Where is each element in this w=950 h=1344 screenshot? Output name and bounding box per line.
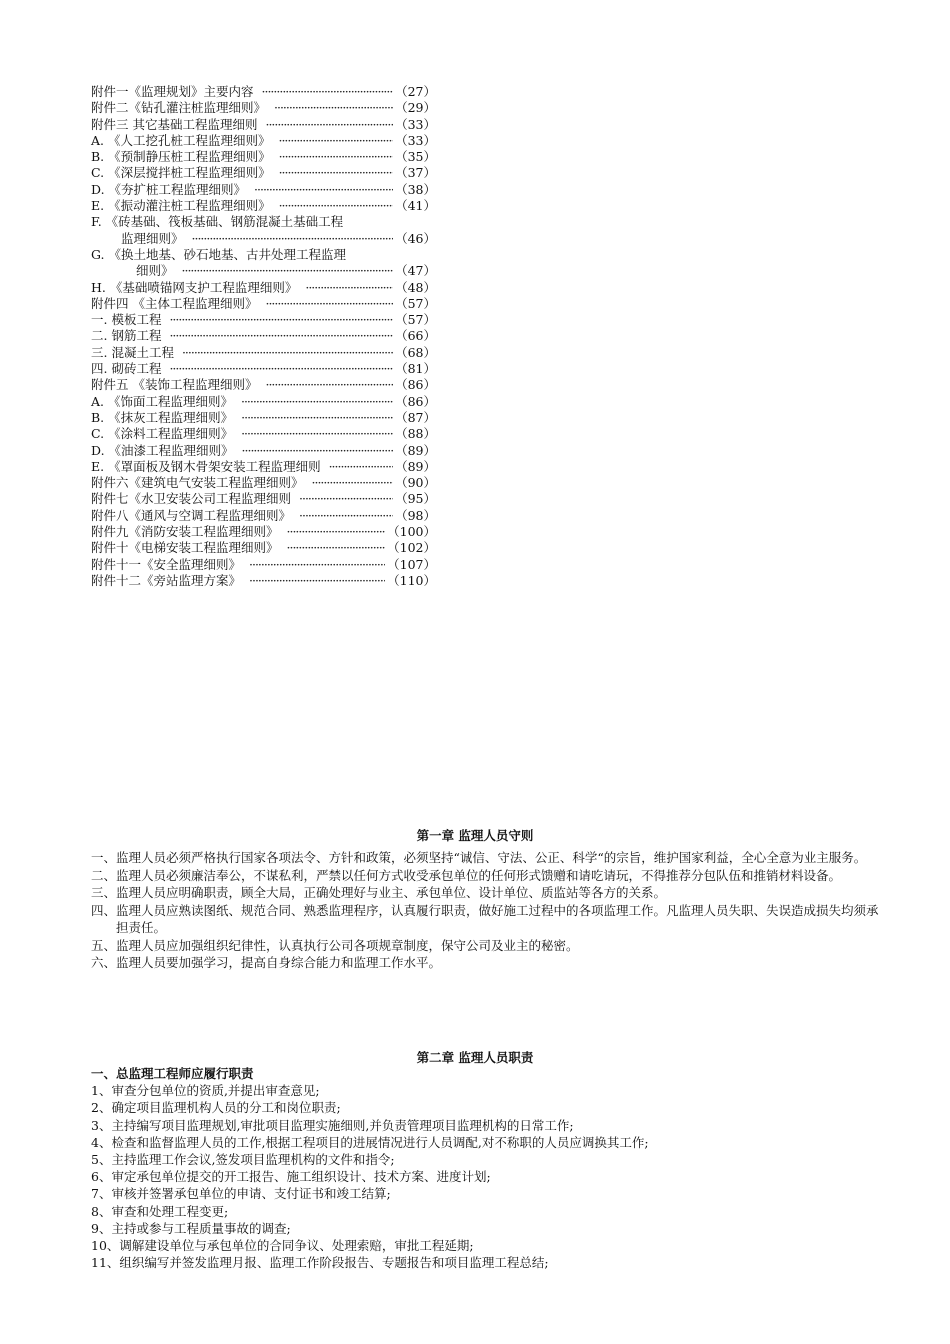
chapter-2-duties — [91, 1065, 881, 1271]
toc-entry-title: E. 《振动灌注桩工程监理细则》 — [91, 198, 271, 214]
toc-leader-dots — [279, 149, 393, 165]
toc-entry[interactable] — [91, 312, 436, 328]
toc-leader-dots — [279, 198, 394, 214]
toc-entry[interactable] — [91, 165, 436, 181]
toc-leader-dots — [265, 377, 393, 393]
toc-entry[interactable] — [91, 508, 436, 524]
rule-item: 二、监理人员必须廉洁奉公，不谋私利，严禁以任何方式收受承包单位的任何形式馈赠和请吃请玩，不得推荐分包队伍和推销材料设备。 — [91, 867, 842, 883]
toc-leader-dots — [241, 410, 393, 426]
toc-entry-title: 附件十一《安全监理细则》 — [91, 556, 242, 572]
toc-entry-continuation[interactable] — [91, 263, 436, 279]
toc-entry-page: （57） — [395, 312, 436, 328]
toc-entry-page: （47） — [395, 263, 436, 279]
toc-leader-dots — [169, 361, 393, 377]
duty-item: 6、审定承包单位提交的开工报告、施工组织设计、技术方案、进度计划; — [91, 1169, 491, 1185]
section-heading: 一、总监理工程师应履行职责 — [91, 1066, 254, 1081]
toc-leader-dots — [254, 182, 393, 198]
toc-entry-title: E. 《罩面板及钢木骨架安装工程监理细则 — [91, 458, 321, 474]
toc-leader-dots — [241, 426, 393, 442]
duty-item: 1、审查分包单位的资质,并提出审查意见; — [91, 1083, 320, 1099]
toc-entry-title: 附件四 《主体工程监理细则》 — [91, 295, 258, 311]
toc-entry-page: （107） — [387, 556, 436, 572]
toc-leader-dots — [241, 394, 393, 410]
toc-entry[interactable] — [91, 100, 436, 116]
toc-entry[interactable] — [91, 328, 436, 344]
toc-entry-title: A. 《人工挖孔桩工程监理细则》 — [91, 132, 271, 148]
toc-leader-dots — [192, 231, 394, 247]
toc-entry[interactable] — [91, 214, 436, 230]
toc-entry[interactable] — [91, 540, 436, 556]
toc-entry-page: （46） — [395, 230, 436, 246]
duty-item: 8、审查和处理工程变更; — [91, 1203, 229, 1219]
toc-entry[interactable] — [91, 345, 436, 361]
toc-entry[interactable] — [91, 361, 436, 377]
toc-entry-title: 细则》 — [136, 263, 174, 279]
toc-entry[interactable] — [91, 443, 436, 459]
toc-entry-page: （86） — [395, 393, 436, 409]
toc-entry[interactable] — [91, 296, 436, 312]
toc-leader-dots — [278, 133, 393, 149]
toc-entry-title: D. 《夯扩桩工程监理细则》 — [91, 181, 247, 197]
toc-entry-page: （81） — [395, 361, 436, 377]
toc-leader-dots — [329, 459, 394, 475]
toc-entry-title: 附件二《钻孔灌注桩监理细则》 — [91, 100, 267, 116]
toc-entry-page: （98） — [395, 507, 436, 523]
toc-entry-page: （100） — [387, 524, 436, 540]
toc-leader-dots — [169, 312, 393, 328]
toc-entry-title: C. 《深层搅拌桩工程监理细则》 — [91, 165, 271, 181]
toc-entry-page: （66） — [395, 328, 436, 344]
toc-entry[interactable] — [91, 475, 436, 491]
toc-entry-page: （41） — [395, 198, 436, 214]
toc-entry[interactable] — [91, 182, 436, 198]
toc-entry-page: （48） — [395, 279, 436, 295]
duty-item: 9、主持或参与工程质量事故的调查; — [91, 1220, 291, 1236]
toc-entry-title: B. 《抹灰工程监理细则》 — [91, 409, 234, 425]
toc-entry-title: 二. 钢筋工程 — [91, 328, 162, 344]
toc-entry-title: 四. 砌砖工程 — [91, 361, 162, 377]
toc-entry-page: （68） — [395, 344, 436, 360]
rule-item: 三、监理人员应明确职责，顾全大局，正确处理好与业主、承包单位、设计单位、质监站等各方的关系。 — [91, 885, 667, 900]
toc-entry-title: C. 《涂料工程监理细则》 — [91, 426, 234, 442]
toc-entry-page: （38） — [395, 181, 436, 197]
toc-entry-title: D. 《油漆工程监理细则》 — [91, 442, 234, 458]
rule-item: 一、监理人员必须严格执行国家各项法令、方针和政策，必须坚持“诚信、守法、公正、科学“的宗旨，维护国家利益，全心全意为业主服务。 — [91, 850, 867, 865]
rule-item: 六、监理人员要加强学习，提高自身综合能力和监理工作水平。 — [91, 955, 442, 970]
toc-leader-dots — [287, 540, 386, 556]
toc-entry[interactable] — [91, 491, 436, 507]
toc-entry[interactable] — [91, 573, 436, 589]
toc-entry[interactable] — [91, 149, 436, 165]
rule-item: 五、监理人员应加强组织纪律性，认真执行公司各项规章制度，保守公司及业主的秘密。 — [91, 937, 579, 953]
toc-entry-page: （90） — [395, 475, 436, 491]
toc-entry-title: 附件十二《旁站监理方案》 — [91, 572, 242, 588]
toc-leader-dots — [242, 443, 394, 459]
toc-entry-page: （95） — [395, 491, 436, 507]
toc-entry-page: （35） — [395, 149, 436, 165]
toc-entry-page: （88） — [395, 426, 436, 442]
toc-entry-title: 附件九《消防安装工程监理细则》 — [91, 524, 279, 540]
toc-leader-dots — [287, 524, 386, 540]
toc-leader-dots — [182, 263, 394, 279]
toc-leader-dots — [249, 573, 385, 589]
toc-entry[interactable] — [91, 198, 436, 214]
toc-leader-dots — [169, 328, 393, 344]
toc-entry-title: F. 《砖基础、筏板基础、钢筋混凝土基础工程 — [91, 214, 344, 230]
toc-entry-page: （33） — [395, 132, 436, 148]
toc-leader-dots — [265, 117, 393, 133]
toc-leader-dots — [182, 345, 393, 361]
toc-leader-dots — [262, 84, 394, 100]
toc-entry-title: 附件六《建筑电气安装工程监理细则》 — [91, 475, 304, 491]
toc-entry-title: 附件八《通风与空调工程监理细则》 — [91, 507, 292, 523]
toc-leader-dots — [299, 491, 393, 507]
toc-entry-title: 附件十《电梯安装工程监理细则》 — [91, 540, 279, 556]
duty-item: 2、确定项目监理机构人员的分工和岗位职责; — [91, 1100, 341, 1116]
toc-entry-page: （110） — [387, 572, 436, 588]
toc-entry[interactable] — [91, 84, 436, 100]
toc-entry-title: 三. 混凝土工程 — [91, 344, 174, 360]
toc-entry-title: 附件三 其它基础工程监理细则 — [91, 116, 258, 132]
chapter-1-rules — [91, 849, 881, 972]
toc-entry-page: （57） — [395, 295, 436, 311]
duty-item: 3、主持编写项目监理规划,审批项目监理实施细则,并负责管理项目监理机构的日常工作; — [91, 1117, 574, 1133]
toc-entry-title: H. 《基础喷锚网支护工程监理细则》 — [91, 279, 298, 295]
chapter-2-title: 第二章 监理人员职责 — [416, 1050, 534, 1065]
duty-item: 10、调解建设单位与承包单位的合同争议、处理索赔，审批工程延期; — [91, 1238, 474, 1254]
toc-entry-title: A. 《饰面工程监理细则》 — [91, 393, 233, 409]
toc-entry[interactable] — [91, 117, 436, 133]
toc-entry[interactable] — [91, 133, 436, 149]
toc-leader-dots — [312, 475, 394, 491]
toc-entry-title: 监理细则》 — [121, 230, 184, 246]
toc-entry-page: （33） — [395, 116, 436, 132]
toc-entry-title: G. 《换土地基、砂石地基、古井处理工程监理 — [91, 246, 346, 262]
toc-entry[interactable] — [91, 280, 436, 296]
toc-entry-page: （89） — [395, 458, 436, 474]
table-of-contents — [91, 84, 436, 589]
duty-item: 4、检查和监督监理人员的工作,根据工程项目的进展情况进行人员调配,对不称职的人员应调换其工作; — [91, 1134, 649, 1150]
toc-entry[interactable] — [91, 247, 436, 263]
toc-entry-title: 一. 模板工程 — [91, 312, 162, 328]
toc-entry-title: 附件一《监理规划》主要内容 — [91, 84, 254, 99]
toc-entry-page: （87） — [395, 409, 436, 425]
toc-entry-page: （27） — [395, 84, 436, 99]
toc-entry-title: 附件七《水卫安装公司工程监理细则 — [91, 491, 292, 507]
chapter-1-title: 第一章 监理人员守则 — [416, 828, 534, 843]
toc-leader-dots — [279, 165, 394, 181]
toc-leader-dots — [249, 557, 385, 573]
toc-entry-page: （102） — [387, 540, 436, 556]
rule-item: 四、监理人员应熟读图纸、规范合同、熟悉监理程序，认真履行职责，做好施工过程中的各项监理工作。凡监理人员失职、失误造成损失均须承担责任。 — [91, 902, 879, 935]
toc-leader-dots — [299, 508, 393, 524]
duty-item: 5、主持监理工作会议,签发项目监理机构的文件和指令; — [91, 1152, 395, 1168]
duty-item: 7、审核并签署承包单位的申请、支付证书和竣工结算; — [91, 1186, 391, 1202]
toc-entry-page: （89） — [395, 442, 436, 458]
toc-entry[interactable] — [91, 524, 436, 540]
toc-leader-dots — [305, 280, 393, 296]
toc-leader-dots — [274, 100, 393, 116]
toc-entry-page: （29） — [395, 100, 436, 116]
toc-entry[interactable] — [91, 426, 436, 442]
toc-entry-continuation[interactable] — [91, 231, 436, 247]
duty-item: 11、组织编写并签发监理月报、监理工作阶段报告、专题报告和项目监理工程总结; — [91, 1255, 549, 1271]
toc-entry-title: B. 《预制静压桩工程监理细则》 — [91, 149, 271, 165]
toc-entry[interactable] — [91, 459, 436, 475]
toc-entry[interactable] — [91, 377, 436, 393]
toc-entry[interactable] — [91, 410, 436, 426]
toc-entry-page: （86） — [395, 377, 436, 393]
toc-entry[interactable] — [91, 394, 436, 410]
toc-entry-page: （37） — [395, 165, 436, 181]
toc-leader-dots — [265, 296, 393, 312]
toc-entry-title: 附件五 《装饰工程监理细则》 — [91, 377, 258, 393]
toc-entry[interactable] — [91, 557, 436, 573]
